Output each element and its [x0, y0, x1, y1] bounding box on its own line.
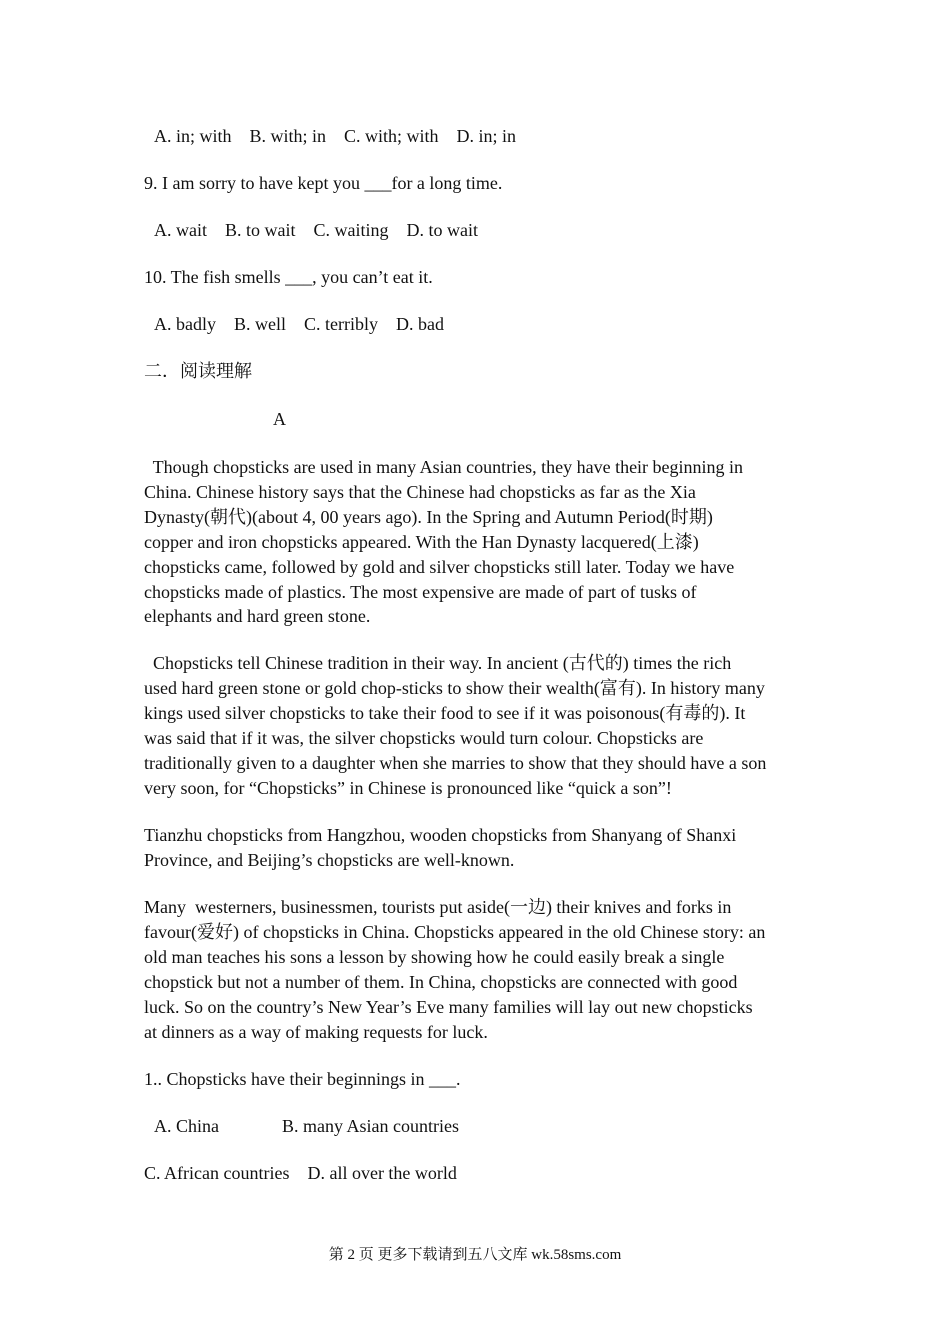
paragraph-line: Dynasty(朝代)(about 4, 00 years ago). In the Spring and Autumn Period(时期) — [144, 506, 713, 527]
paragraph-line: chopsticks came, followed by gold and silver chopsticks still later. Today we have — [144, 556, 735, 577]
q9-stem: 9. I am sorry to have kept you ___for a long time. — [144, 173, 503, 193]
paragraph-line: Many westerners, businessmen, tourists put aside(一边) their knives and forks in — [144, 897, 732, 917]
paragraph-line: old man teaches his sons a lesson by showing how he could easily break a single — [144, 946, 725, 967]
paragraph-line: favour(爱好) of chopsticks in China. Chopsticks appeared in the old Chinese story: an — [144, 921, 766, 942]
paragraph-line: chopsticks made of plastics. The most expensive are made of part of tusks of — [144, 581, 697, 602]
paragraph-line: very soon, for “Chopsticks” in Chinese is pronounced like “quick a son”! — [144, 777, 672, 798]
paragraph-line: elephants and hard green stone. — [144, 606, 371, 627]
q10-options: A. badly B. well C. terribly D. bad — [154, 314, 444, 334]
paragraph-line: kings used silver chopsticks to take their food to see if it was poisonous(有毒的). It — [144, 702, 746, 723]
paragraph-line: Chopsticks tell Chinese tradition in their way. In ancient (古代的) times the rich — [144, 653, 732, 673]
paragraph-line: chopstick but not a number of them. In China, chopsticks are connected with good — [144, 971, 738, 992]
page-footer: 第 2 页 更多下载请到五八文库 wk.58sms.com — [328, 1247, 622, 1263]
paragraph-line: Tianzhu chopsticks from Hangzhou, wooden chopsticks from Shanyang of Shanxi — [144, 825, 737, 845]
paragraph-line: at dinners as a way of making requests for luck. — [144, 1021, 488, 1042]
section-title: 二．阅读理解 — [144, 361, 252, 381]
paragraph-line: Though chopsticks are used in many Asian countries, they have their beginning in — [144, 457, 744, 477]
question-1-stem: 1.. Chopsticks have their beginnings in ___. — [144, 1069, 461, 1089]
paragraph-line: used hard green stone or gold chop-sticks to show their wealth(富有). In history many — [144, 677, 765, 698]
paragraph-line: luck. So on the country’s New Year’s Eve many families will lay out new chopsticks — [144, 996, 753, 1017]
passage-paragraph-3 — [144, 823, 808, 873]
q8-options: A. in; with B. with; in C. with; with D. in; in — [154, 126, 517, 146]
passage-paragraph-1 — [144, 455, 808, 629]
passage-paragraph-2 — [144, 651, 808, 800]
paragraph-line: traditionally given to a daughter when she marries to show that they should have a son — [144, 752, 767, 773]
q9-options: A. wait B. to wait C. waiting D. to wait — [154, 220, 478, 240]
question-1-options-row-2: C. African countries D. all over the world — [144, 1163, 457, 1183]
paragraph-line: Province, and Beijing’s chopsticks are well-known. — [144, 849, 515, 870]
paragraph-line: China. Chinese history says that the Chinese had chopsticks as far as the Xia — [144, 481, 696, 502]
passage-label: A — [273, 409, 286, 429]
paragraph-line: was said that if it was, the silver chopsticks would turn colour. Chopsticks are — [144, 727, 704, 748]
paragraph-line: copper and iron chopsticks appeared. With the Han Dynasty lacquered(上漆) — [144, 531, 699, 552]
question-1-options-row-1: A. China B. many Asian countries — [154, 1116, 459, 1136]
q10-stem: 10. The fish smells ___, you can’t eat it. — [144, 267, 433, 287]
passage-paragraph-4 — [144, 895, 808, 1044]
